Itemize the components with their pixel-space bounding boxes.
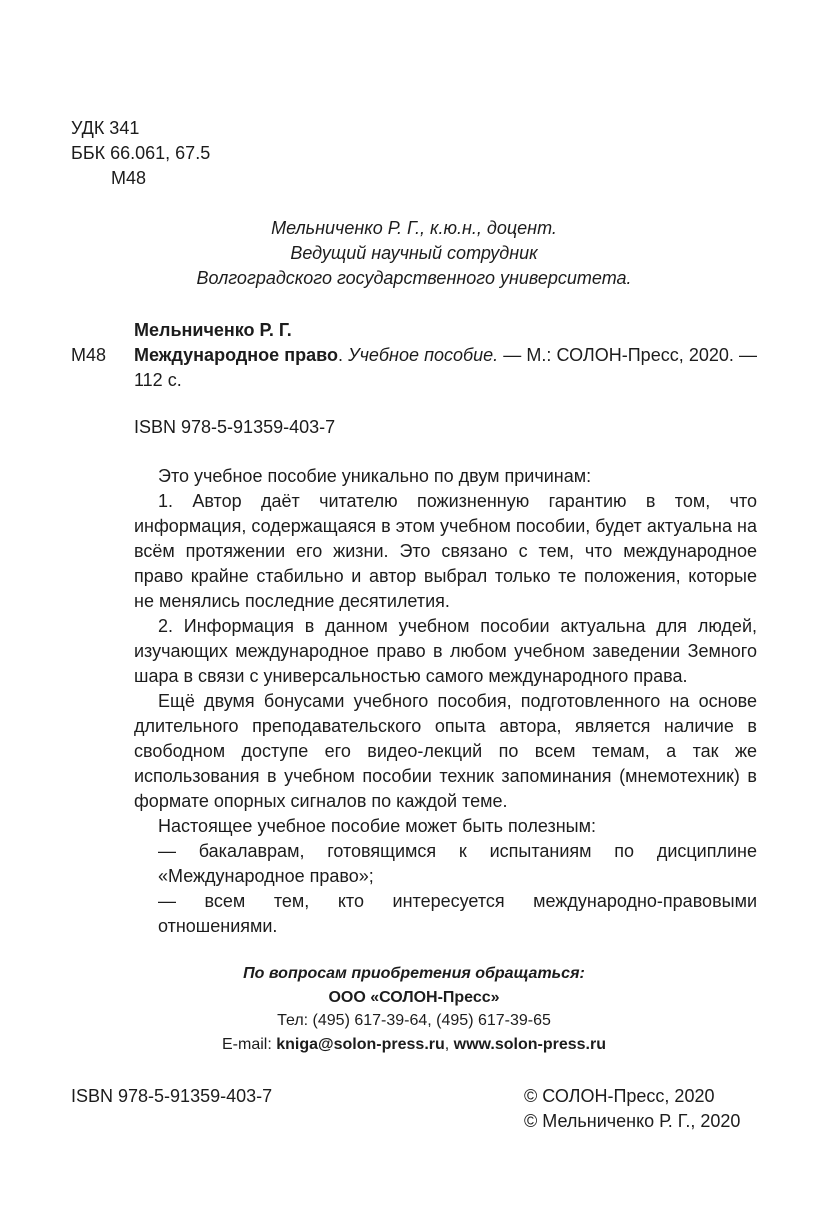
copyright-block [524,1084,740,1134]
audience-item-1: — бакалаврам, готовящимся к испытаниям по дисциплине «Международное право»; [158,841,757,886]
udk-code: УДК 341 [71,118,140,138]
copyright-author: © Мельниченко Р. Г., 2020 [524,1111,741,1131]
contact-separator: , [444,1035,454,1053]
book-subtitle: Учебное пособие. [348,345,499,365]
abstract-intro: Это учебное пособие уникально по двум причинам: [158,466,592,486]
abstract-audience-intro: Настоящее учебное пособие может быть полезным: [158,816,596,836]
reviewer-line-1: Мельниченко Р. Г., к.ю.н., доцент. [271,218,557,238]
book-title: Международное право [134,345,338,365]
audience-item-2: — всем тем, кто интересуется международно-правовыми отношениями. [158,891,757,936]
abstract-reason-1: 1. Автор даёт читателю пожизненную гарантию в том, что информация, содержащаяся в этом учебном пособии, будет актуальна на всём протяжении его жизни. Это связано с тем, что международное право крайне стабильно и автор выбрал только те положения, которые не менялись последние десятилетия. [134,491,757,611]
bibliographic-description [134,343,757,393]
reviewer-block [71,216,757,291]
isbn-main: ISBN 978-5-91359-403-7 [134,417,336,437]
book-code: М48 [71,345,107,365]
email-label: E-mail: [222,1035,277,1053]
contact-company: ООО «СОЛОН-Пресс» [328,988,500,1006]
contact-heading: По вопросам приобретения обращаться: [243,965,585,982]
bbk-code: ББК 66.061, 67.5 [71,143,211,163]
classification-block [71,116,210,191]
abstract-reason-2: 2. Информация в данном учебном пособии актуальна для людей, изучающих международное право в любом учебном заведении Земного шара в связи с универсальностью самого международного права. [134,616,757,686]
contact-block [71,962,757,1056]
contact-email-line [71,1033,757,1057]
website-link[interactable]: www.solon-press.ru [453,1035,606,1053]
abstract [134,464,757,939]
contact-phones: Тел: (495) 617-39-64, (495) 617-39-65 [277,1012,551,1029]
email-link[interactable]: kniga@solon-press.ru [276,1035,445,1053]
reviewer-line-3: Волгоградского государственного университета. [196,268,632,288]
abstract-bonus: Ещё двумя бонусами учебного пособия, подготовленного на основе длительного преподавательского опыта автора, является наличие в свободном доступе его видео-лекций по всем темам, а так же использования в учебном пособии техник запоминания (мнемотехник) в формате опорных сигналов по каждой теме. [134,691,757,811]
book-imprint: — М.: СОЛОН-Пресс, 2020. — 112 с. [134,345,757,390]
copyright-publisher: © СОЛОН-Пресс, 2020 [524,1086,715,1106]
author-mark: М48 [111,168,147,188]
book-author: Мельниченко Р. Г. [134,320,292,340]
reviewer-line-2: Ведущий научный сотрудник [290,243,538,263]
title-separator: . [337,345,349,365]
isbn-footer: ISBN 978-5-91359-403-7 [71,1086,273,1106]
